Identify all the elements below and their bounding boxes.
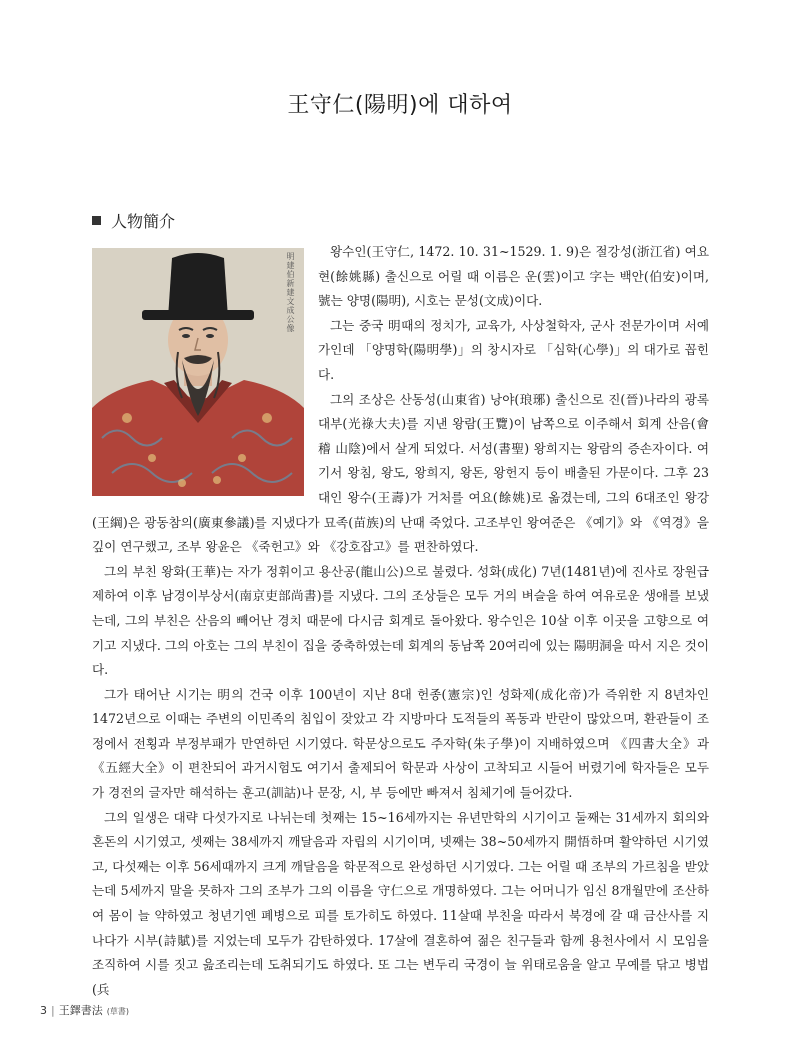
paragraph-career: 그는 중국 明때의 정치가, 교육가, 사상철학자, 군사 전문가이며 서예가인데 「양명학(陽明學)」의 창시자로 「심학(心學)」의 대가로 꼽힌다. <box>318 317 709 382</box>
portrait-spacer <box>92 240 318 502</box>
book-title: 王鐸書法 <box>58 1004 103 1017</box>
footer-divider: | <box>51 1004 55 1017</box>
page-title: 王守仁(陽明)에 대하여 <box>287 93 513 118</box>
book-subtitle: (草書) <box>106 1007 129 1016</box>
paragraph-life-stages: 그의 일생은 대략 다섯가지로 나뉘는데 첫째는 15~16세까지는 유년만학의 시기이고 둘째는 31세까지 회의와 혼돈의 시기였고, 셋째는 38세까지 깨달음과 자립의 시기이며, 넷째는 38~50세까지 開悟하며 활약하던 시기였고, 다섯째는 이후 56세때까지 크게 깨달음을 학문적으로 완성하던 시기였다. 그는 어릴 때 조부의 가르침을 받았는데 5세까지 말을 못하자 그의 조부가 그의 이름을 守仁으로 개명하였다. 그는 어머니가 임신 8개월만에 조산하여 몸이 늘 약하였고 청년기엔 폐병으로 피를 토가히도 하였다. 11살때 부친을 따라서 북경에 갈 때 금산사를 지나다가 시부(詩賦)를 지었는데 모두가 감탄하였다. 17살에 결혼하여 젊은 친구들과 함께 용천사에서 시 모임을 조직하여 시를 짓고 읊조리는데 도취되기도 하였다. 또 그는 변두리 국경이 늘 위태로움을 알고 무예를 닦고 병법(兵 <box>92 809 709 997</box>
section-heading <box>92 209 175 232</box>
page-footer <box>40 1002 129 1018</box>
paragraph-era: 그가 태어난 시기는 明의 건국 이후 100년이 지난 8대 헌종(憲宗)인 성화제(成化帝)가 즉위한 지 8년차인 1472년으로 이때는 주변의 이민족의 침입이 잦았고 각 지방마다 도적들의 폭동과 반란이 많았으며, 환관들이 조정에서 전횡과 부정부패가 만연하던 시기였다. 학문상으로도 주자학(朱子學)이 지배하였으며 《四書大全》과 《五經大全》이 편찬되어 과거시험도 여기서 출제되어 학문과 사상이 고착되고 시들어 버렸기에 학자들은 모두가 경전의 글자만 해석하는 훈고(訓詁)나 문장, 시, 부 등에만 빠져서 침체기에 들어갔다. <box>92 686 709 801</box>
paragraph-intro: 왕수인(王守仁, 1472. 10. 31~1529. 1. 9)은 절강성(浙江省) 여요현(餘姚縣) 출신으로 어릴 때 이름은 운(雲)이고 字는 백안(伯安)이며, 號는 양명(陽明), 시호는 문성(文成)이다. <box>318 244 709 309</box>
portrait-inscription: 明建伯新建文成公像 <box>286 252 295 333</box>
section-heading-label: 人物簡介 <box>111 212 176 231</box>
square-bullet-icon <box>92 216 101 225</box>
page-number: 3 <box>40 1004 47 1017</box>
paragraph-father: 그의 부친 왕화(王華)는 자가 정휘이고 용산공(龍山公)으로 불렸다. 성화(成化) 7년(1481년)에 진사로 장원급제하여 이후 남경이부상서(南京吏部尚書)를 지냈다. 그의 조상들은 모두 거의 벼슬을 하여 여유로운 생애를 보냈는데, 그의 부친은 산음의 빼어난 경치 때문에 다시금 회계로 돌아왔다. 왕수인은 10살 이후 이곳을 고향으로 여기고 지냈다. 그의 아호는 그의 부친이 집을 중축하였는데 회계의 동남쪽 20여리에 있는 陽明洞을 따서 지은 것이다. <box>92 563 709 678</box>
body-text <box>92 240 709 1002</box>
paragraph-ancestry: 그의 조상은 산동성(山東省) 낭야(琅琊) 출신으로 진(晉)나라의 광록대부(光祿大夫)를 지낸 왕람(王覽)이 남쪽으로 이주해서 회계 산음(會稽 山陰)에서 살게 되었다. 서성(書聖) 왕희지는 왕람의 증손자이다. 여기서 왕침, 왕도, 왕희지, 왕돈, 왕헌지 등이 배출된 가문이다. 그후 23대인 왕수(王壽)가 거처를 여요(餘姚)로 옮겼는데, 그의 6대조인 왕강(王綱)은 광동참의(廣東參議)를 지냈다가 묘족(苗族)의 난때 죽었다. 고조부인 왕여준은 《예기》와 《역경》을 깊이 연구했고, 조부 왕윤은 《죽헌고》와 《강호잡고》를 편찬하였다. <box>92 391 709 555</box>
